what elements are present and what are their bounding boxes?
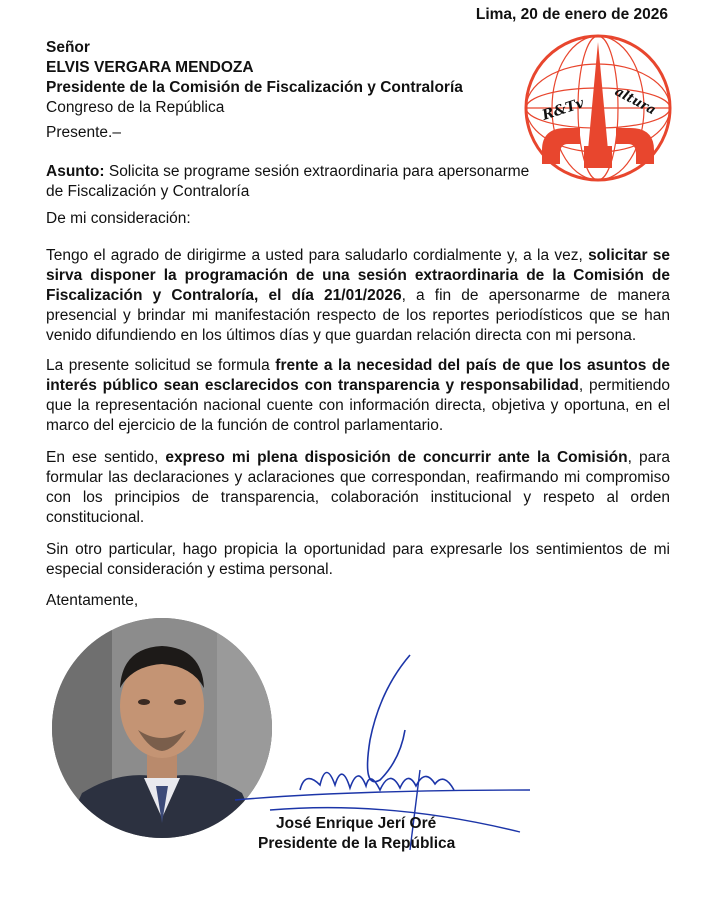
letter-date: Lima, 20 de enero de 2026 [475,6,668,23]
recipient-org: Congreso de la República [46,99,225,116]
greeting: De mi consideración: [46,210,191,227]
paragraph-2 [46,356,670,436]
subject-block [46,162,541,202]
p2-text-b: frente a la necesidad del país de que los asuntos de interés público sean esclarecidos con transparencia y responsabilidad [46,357,670,394]
watermark-text-left: R&Tv [540,95,586,124]
p2-text-a: La presente solicitud se formula [46,357,276,374]
recipient-name: ELVIS VERGARA MENDOZA [46,59,254,76]
subject-line-1: Solicita se programe sesión extraordinaria para apersonarme [104,163,530,180]
signer-block [258,814,455,854]
paragraph-4: Sin otro particular, hago propicia la oportunidad para expresarle los sentimientos de mi especial consideración y estima personal. [46,541,670,578]
subject-line-2: de Fiscalización y Contraloría [46,183,250,200]
presente-line: Presente.– [46,124,121,141]
p2-text-c: , permitiendo que la representación nacional cuente con información directa, objetiva y oportuna, en el marco del ejercicio de la función de control parlamentario. [46,377,670,434]
subject-label: Asunto: [46,163,105,180]
signer-title: Presidente de la República [258,835,456,852]
p3-text-b: expreso mi plena disposición de concurrir ante la Comisión [165,449,628,466]
p3-text-a: En ese sentido, [46,449,166,466]
paragraph-3 [46,448,670,528]
p1-text-b: solicitar se sirva disponer la programación de una sesión extraordinaria de la Comisión de Fiscalización y Contraloría, el día 21/01/2026 [46,247,671,304]
p3-text-c: , para formular las declaraciones y aclaraciones que correspondan, reafirmando mi compromiso con los principios de transparencia, colaboración institucional y respeto al orden constitucional. [46,449,670,526]
p1-text-c: , a fin de apersonarme de manera presencial y brindar mi manifestación respecto de los reportes periodísticos que se han venido difundiendo en los últimos días y que guardan relación directa con mi persona. [46,287,671,344]
radio-tower-icon [522,32,674,184]
watermark-logo [522,32,674,184]
closing: Atentamente, [46,592,139,609]
signer-name: José Enrique Jerí Oré [276,815,437,832]
recipient-role: Presidente de la Comisión de Fiscalización y Contraloría [46,79,463,96]
watermark-text-right: altura [612,84,659,119]
salutation: Señor [46,39,90,56]
paragraph-1 [46,246,670,346]
recipient-block [46,38,463,118]
p1-text-a: Tengo el agrado de dirigirme a usted para saludarlo cordialmente y, a la vez, [46,247,589,264]
